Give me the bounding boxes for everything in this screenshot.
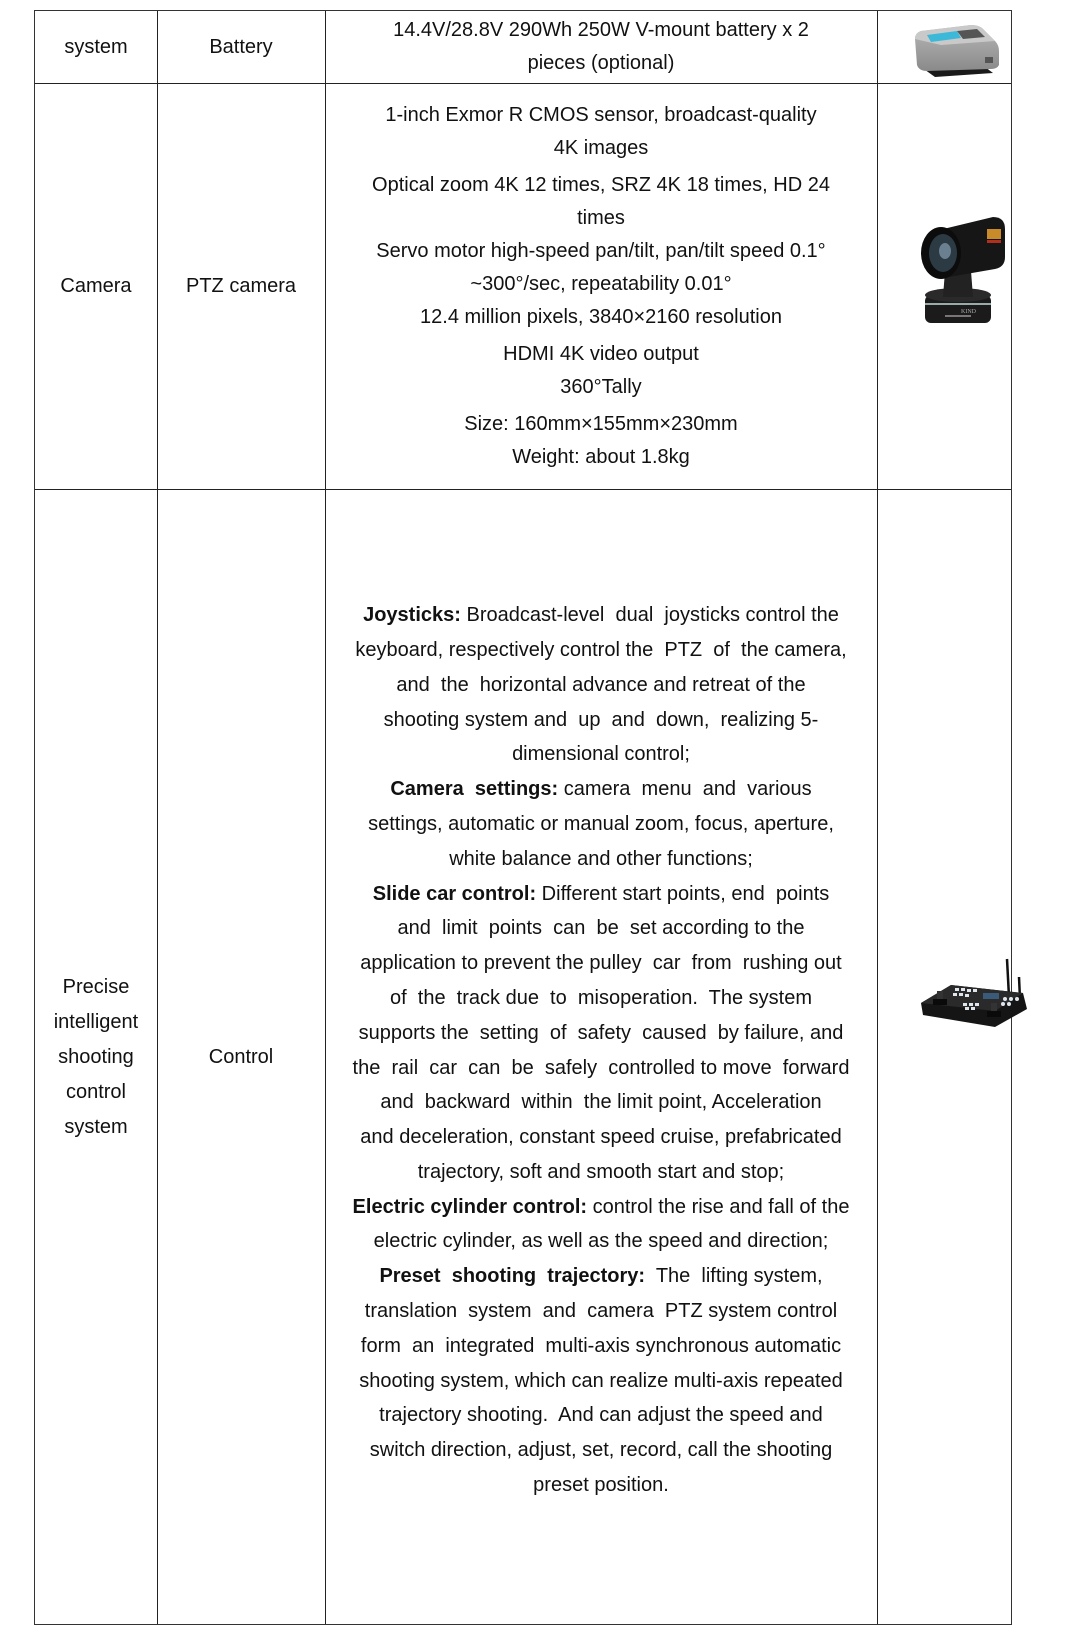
v-mount-battery-image [911,19,1007,86]
control-line: shooting system, which can realize multi-axis repeated [359,1369,843,1392]
control-line: form an integrated multi-axis synchronous automatic [360,1334,842,1357]
ptz-camera-image [915,211,1015,334]
control-line: electric cylinder, as well as the speed and direction; [373,1230,829,1253]
control-line: Electric cylinder control: control the rise and fall of the [352,1195,850,1218]
spec-line: 1-inch Exmor R CMOS sensor, broadcast-quality [385,103,817,126]
control-line: keyboard, respectively control the PTZ of the camera, [355,638,847,661]
spec-line: 4K images [553,136,649,159]
category-label: Camera [60,274,132,297]
item-label: Control [208,1046,274,1068]
control-line: shooting system and up and down, realizing 5- [383,708,819,731]
control-line: and backward within the limit point, Acceleration [380,1091,822,1114]
category-label: shooting [58,1046,134,1068]
control-section-title: Slide car control: [372,882,537,905]
item-label: Battery [209,35,273,58]
spec-line: Optical zoom 4K 12 times, SRZ 4K 18 times, HD 24 [372,173,830,196]
control-description [353,598,850,1503]
control-line: translation system and camera PTZ system control [364,1300,838,1323]
control-section-title: Camera settings: [390,778,559,801]
category-cell [35,83,157,489]
spec-line: 360°Tally [560,375,642,398]
control-section [353,772,850,876]
category-label: system [64,35,128,58]
category-cell [35,489,157,1626]
control-section [353,1259,850,1503]
control-line: switch direction, adjust, set, record, call the shooting [369,1439,833,1462]
category-cell [35,11,157,83]
control-line: trajectory, soft and smooth start and stop; [417,1160,785,1183]
spec-line: Servo motor high-speed pan/tilt, pan/tilt speed 0.1° [376,239,826,262]
control-line: trajectory shooting. And can adjust the speed and [379,1404,823,1427]
control-section [353,598,850,772]
control-section [353,877,850,1190]
control-section-title: Joysticks: [363,604,461,627]
category-label: control [65,1081,126,1103]
joystick-controller-image [919,957,1029,1034]
control-section [353,1190,850,1260]
control-line: settings, automatic or manual zoom, focus, aperture, [368,812,834,835]
control-line: Camera settings: camera menu and various [390,778,812,801]
control-line: and limit points can be set according to the [397,917,805,940]
spec-line: times [577,206,625,229]
control-line: dimensional control; [512,743,690,766]
control-line: preset position. [533,1474,669,1497]
spec-cell [325,489,877,1626]
spec-line: ~300°/sec, repeatability 0.01° [470,272,732,295]
spec-line: 12.4 million pixels, 3840×2160 resolution [420,305,782,328]
col-divider [877,11,878,1624]
spec-cell [325,83,877,489]
item-cell [157,11,325,83]
spec-line: pieces (optional) [527,52,675,74]
control-line: application to prevent the pulley car from rushing out [360,952,842,975]
spec-cell [325,11,877,83]
item-cell [157,489,325,1626]
spec-line: HDMI 4K video output [503,342,699,365]
spec-table [34,10,1012,1625]
category-label: intelligent [53,1011,139,1033]
svg-text:KIND: KIND [961,309,976,315]
spec-line: 14.4V/28.8V 290Wh 250W V-mount battery x 2 [393,19,809,41]
control-line: Joysticks: Broadcast-level dual joysticks control the [363,604,839,627]
control-line: Slide car control: Different start points, end points [372,882,830,905]
control-line: supports the setting of safety caused by failure, and [358,1021,844,1044]
control-line: the rail car can be safely controlled to move forward [352,1056,850,1079]
control-section-title: Preset shooting trajectory: [379,1265,646,1288]
category-label: system [64,1116,128,1138]
item-label: PTZ camera [185,274,297,297]
control-line: white balance and other functions; [449,847,753,870]
spec-line: Weight: about 1.8kg [512,445,690,468]
control-line: and deceleration, constant speed cruise, prefabricated [360,1126,842,1149]
control-line: and the horizontal advance and retreat of the [396,673,806,696]
control-line: of the track due to misoperation. The system [389,986,813,1009]
spec-line: Size: 160mm×155mm×230mm [464,412,738,435]
control-section-title: Electric cylinder control: [352,1195,588,1218]
item-cell [157,83,325,489]
control-line: Preset shooting trajectory: The lifting system, [379,1265,823,1288]
category-label: Precise [62,976,130,998]
